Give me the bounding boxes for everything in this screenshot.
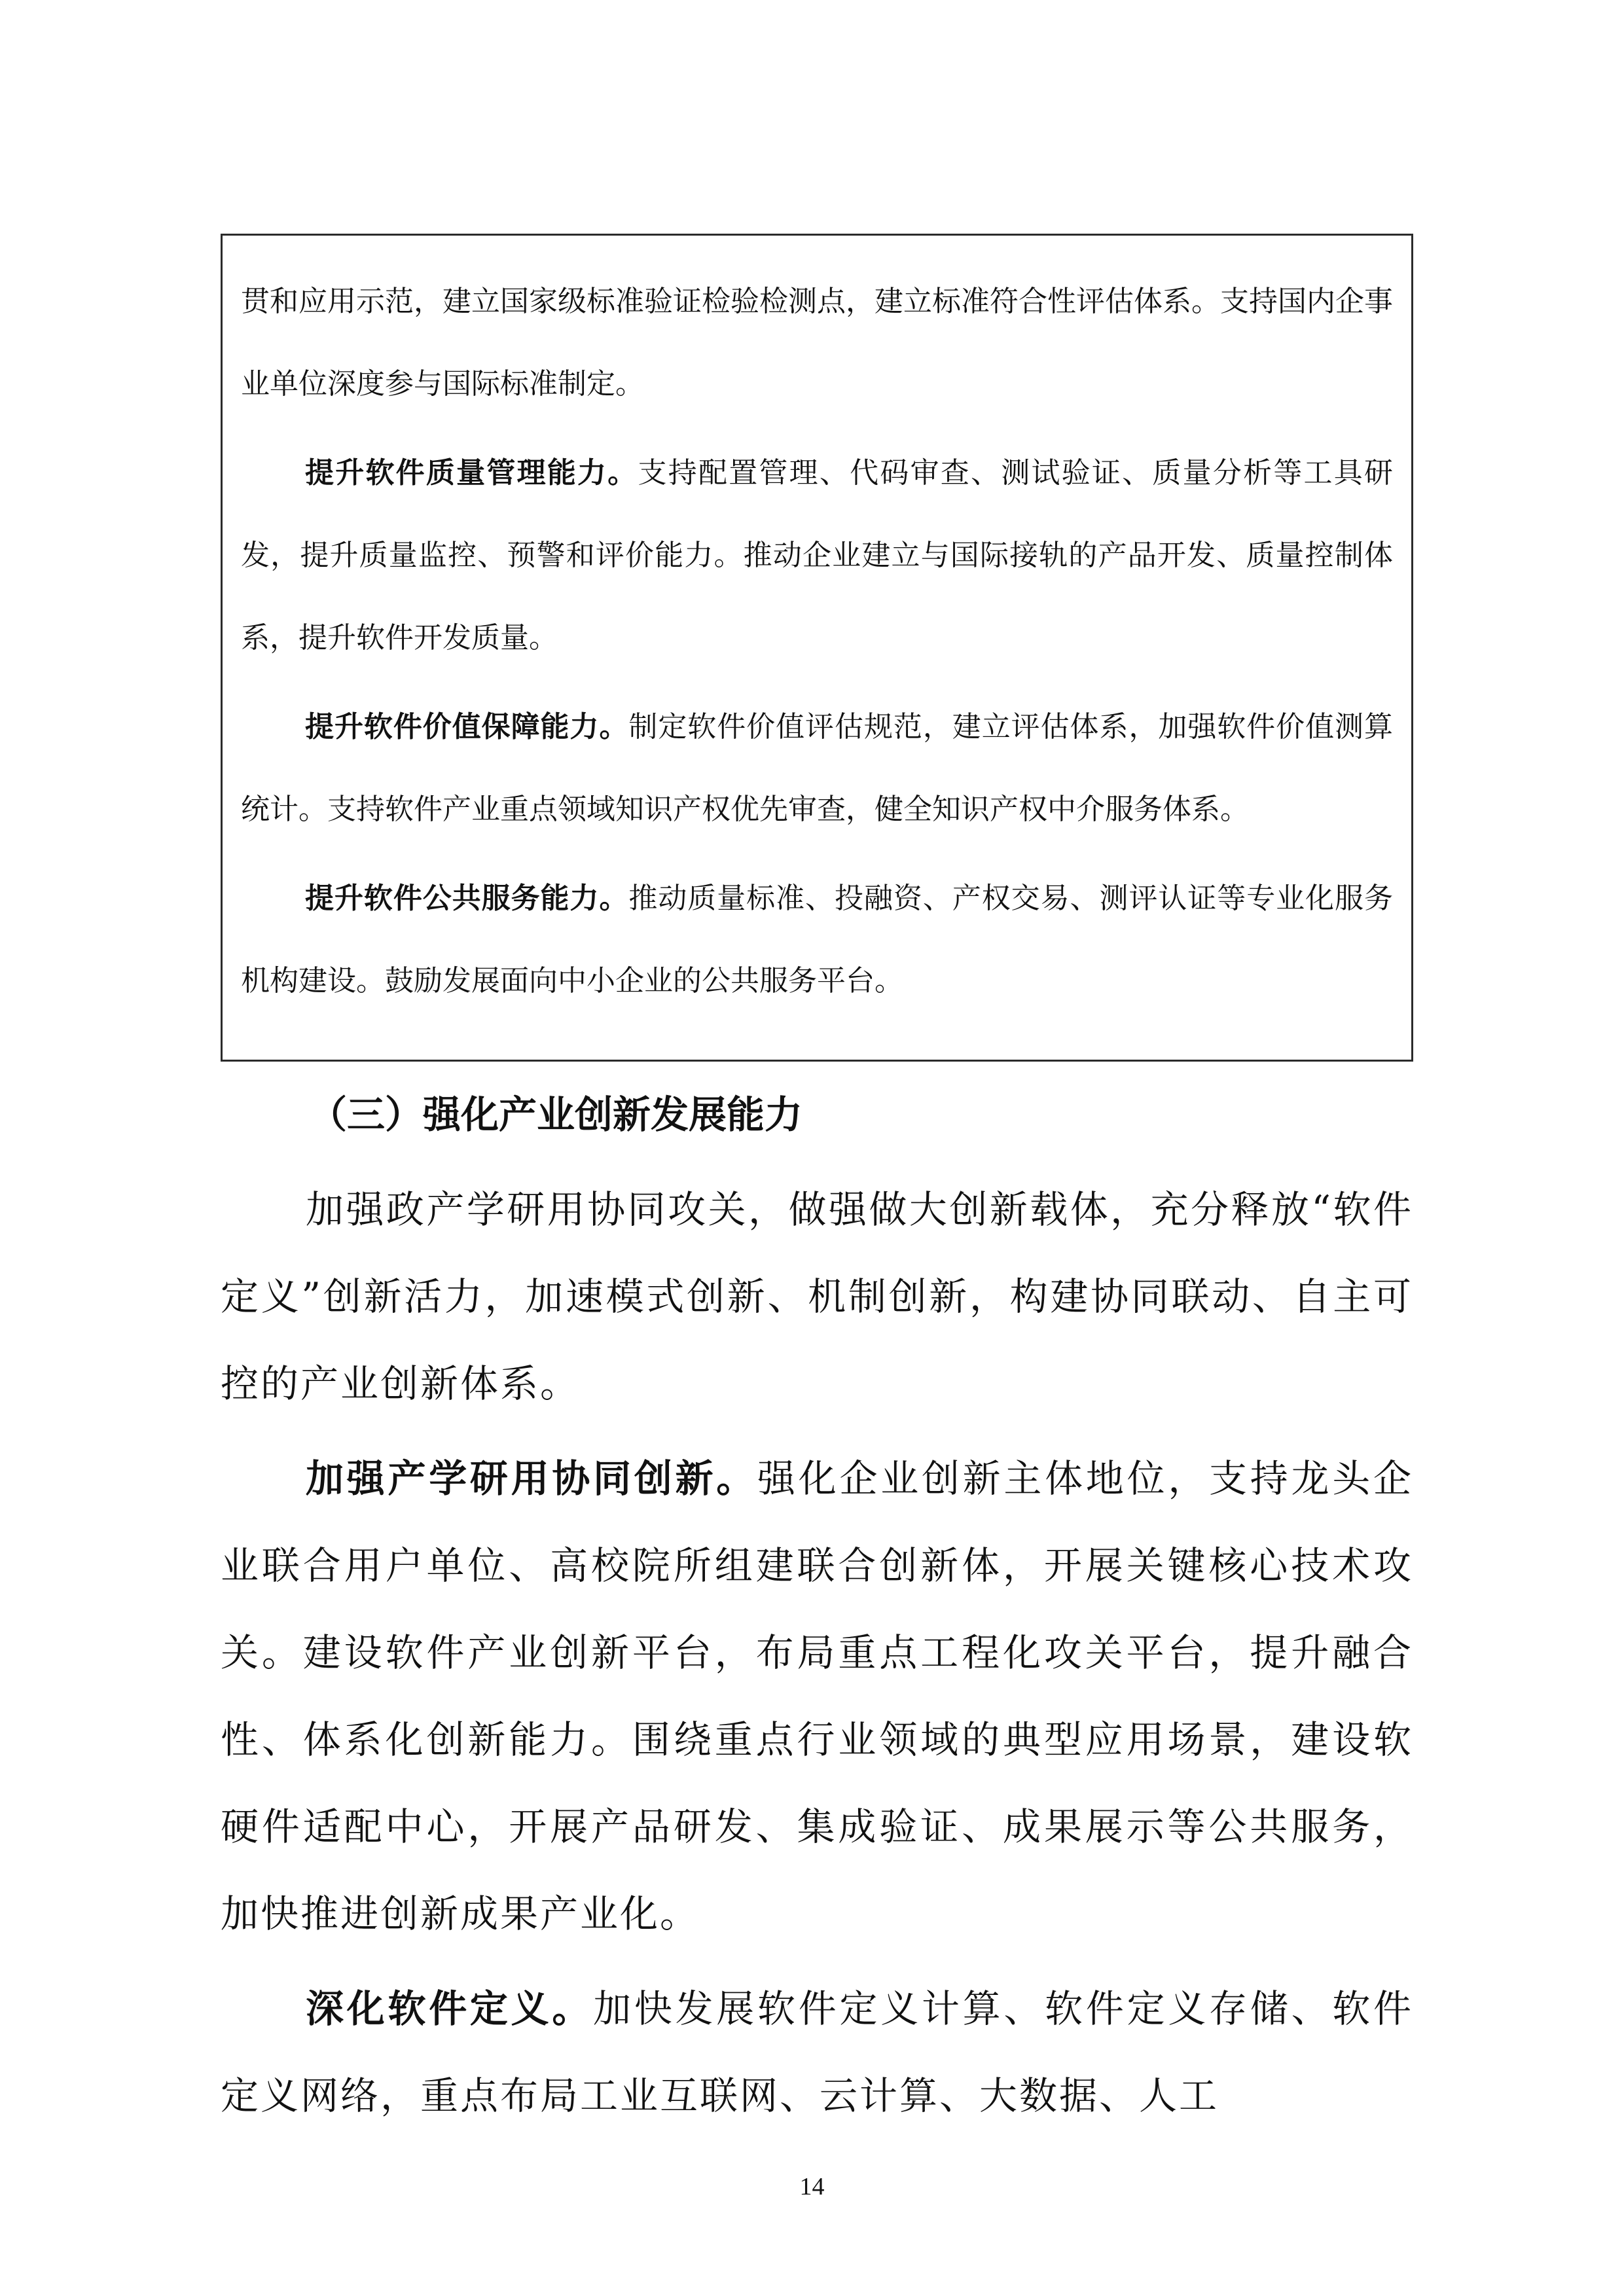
- box-paragraph-text: 支持配置管理、代码审查、测试验证、质量分析等工具研发，提升质量监控、预警和评价能力。推动企业建立与国际接轨的产品开发、质量控制体系，提升软件开发质量。: [241, 456, 1393, 655]
- section-body: [221, 1079, 1413, 2147]
- section-paragraph-text: 加强政产学研用协同攻关，做强做大创新载体，充分释放“软件定义”创新活力，加速模式创新、机制创新，构建协同联动、自主可控的产业创新体系。: [221, 1187, 1413, 1406]
- box-paragraph-public-service: [241, 857, 1393, 1022]
- section-paragraph-text: 强化企业创新主体地位，支持龙头企业联合用户单位、高校院所组建联合创新体，开展关键核心技术攻关。建设软件产业创新平台，布局重点工程化攻关平台，提升融合性、体系化创新能力。围绕重点行业领域的典型应用场景，建设软硬件适配中心，开展产品研发、集成验证、成果展示等公共服务，加快推进创新成果产业化。: [221, 1456, 1413, 1936]
- box-paragraph-lead: 提升软件价值保障能力。: [305, 710, 629, 744]
- section-paragraph-text: 加快发展软件定义计算、软件定义存储、软件定义网络，重点布局工业互联网、云计算、大数据、人工: [221, 1986, 1413, 2118]
- box-paragraph-text: 制定软件价值评估规范，建立评估体系，加强软件价值测算统计。支持软件产业重点领域知识产权优先审查，健全知识产权中介服务体系。: [241, 710, 1393, 826]
- box-paragraph-text: 推动质量标准、投融资、产权交易、测评认证等专业化服务机构建设。鼓励发展面向中小企业的公共服务平台。: [241, 882, 1393, 997]
- boxed-text-panel: [221, 234, 1413, 1062]
- box-paragraph-lead: 提升软件质量管理能力。: [305, 456, 638, 490]
- section-paragraph-lead: 深化软件定义。: [306, 1986, 594, 2031]
- box-paragraph-continuation: [241, 260, 1393, 425]
- section-intro-paragraph: [221, 1166, 1413, 1427]
- section-heading: （三）强化产业创新发展能力: [309, 1092, 803, 1137]
- section-paragraph-collaborative-innovation: [221, 1435, 1413, 1958]
- box-paragraph-text: 贯和应用示范，建立国家级标准验证检验检测点，建立标准符合性评估体系。支持国内企事业单位深度参与国际标准制定。: [241, 285, 1393, 401]
- section-paragraph-software-defined: [221, 1965, 1413, 2140]
- box-paragraph-quality-management: [241, 432, 1393, 679]
- section-paragraph-lead: 加强产学研用协同创新。: [306, 1456, 758, 1501]
- box-paragraph-value-assurance: [241, 686, 1393, 851]
- box-paragraph-lead: 提升软件公共服务能力。: [305, 882, 629, 915]
- page-number: 14: [799, 2173, 825, 2200]
